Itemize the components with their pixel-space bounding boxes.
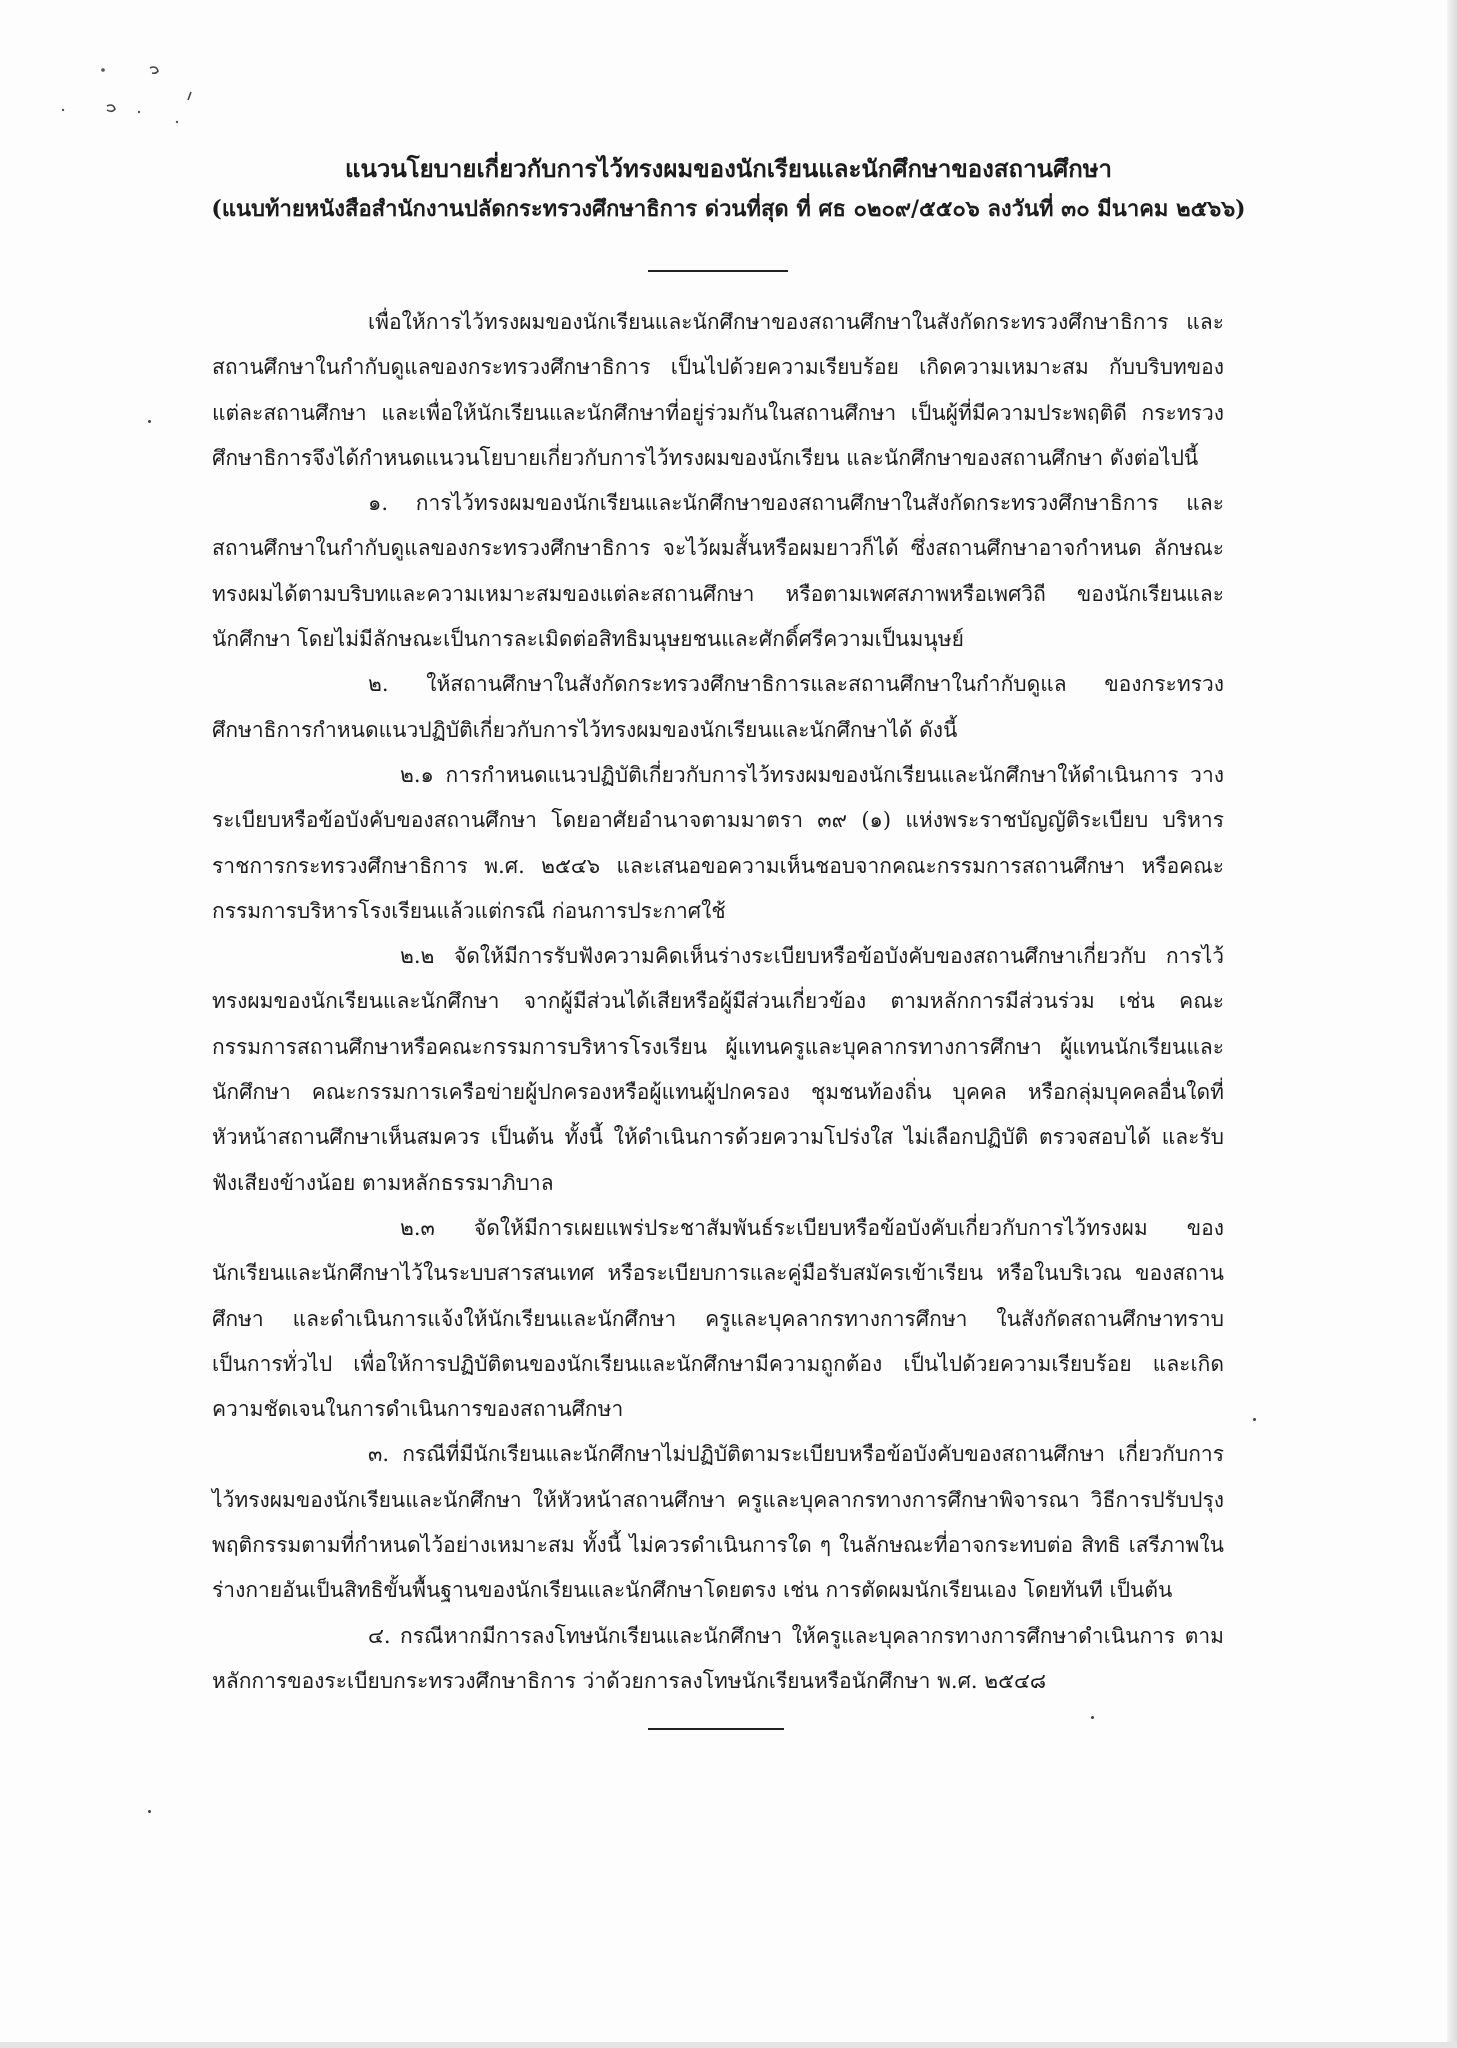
document-subtitle: (แนบท้ายหนังสือสำนักงานปลัดกระทรวงศึกษาธิการ ด่วนที่สุด ที่ ศธ ๐๒๐๙/๕๕๐๖ ลงวันที่ ๓๐ มีนาคม ๒๕๖๖): [211, 196, 1246, 222]
scan-speck: [1091, 1716, 1094, 1719]
policy-item-1: ๑. การไว้ทรงผมของนักเรียนและนักศึกษาของสถานศึกษาในสังกัดกระทรวงศึกษาธิการ และสถานศึกษาในกำกับดูแลของกระทรวงศึกษาธิการ จะไว้ผมสั้นหรือผมยาวก็ได้ ซึ่งสถานศึกษาอาจกำหนด ลักษณะทรงผมได้ตามบริบทและความเหมาะสมของแต่ละสถานศึกษา หรือตามเพศสภาพหรือเพศวิถี ของนักเรียนและนักศึกษา โดยไม่มีลักษณะเป็นการละเมิดต่อสิทธิมนุษยชนและศักดิ์ศรีความเป็นมนุษย์: [212, 491, 1224, 652]
end-divider: [648, 1728, 784, 1730]
policy-item-4: ๔. กรณีหากมีการลงโทษนักเรียนและนักศึกษา ให้ครูและบุคลากรทางการศึกษาดำเนินการ ตามหลักการของระเบียบกระทรวงศึกษาธิการ ว่าด้วยการลงโทษนักเรียนหรือนักศึกษา พ.ศ. ๒๕๔๘: [212, 1623, 1224, 1693]
scan-speck: [148, 420, 151, 423]
policy-item-3: ๓. กรณีที่มีนักเรียนและนักศึกษาไม่ปฏิบัติตามระเบียบหรือข้อบังคับของสถานศึกษา เกี่ยวกับการไว้ทรงผมของนักเรียนและนักศึกษา ให้หัวหน้าสถานศึกษา ครูและบุคลากรทางการศึกษาพิจารณา วิธีการปรับปรุงพฤติกรรมตามที่กำหนดไว้อย่างเหมาะสม ทั้งนี้ ไม่ควรดำเนินการใด ๆ ในลักษณะที่อาจกระทบต่อ สิทธิ เสรีภาพในร่างกายอันเป็นสิทธิขั้นพื้นฐานของนักเรียนและนักศึกษาโดยตรง เช่น การตัดผมนักเรียนเอง โดยทันที เป็นต้น: [212, 1442, 1224, 1603]
page-edge-shadow: [1447, 0, 1457, 2048]
document-title: แนวนโยบายเกี่ยวกับการไว้ทรงผมของนักเรียนและนักศึกษาของสถานศึกษา: [344, 154, 1113, 183]
policy-item-2-2: ๒.๒ จัดให้มีการรับฟังความคิดเห็นร่างระเบียบหรือข้อบังคับของสถานศึกษาเกี่ยวกับ การไว้ทรงผมของนักเรียนและนักศึกษา จากผู้มีส่วนได้เสียหรือผู้มีส่วนเกี่ยวข้อง ตามหลักการมีส่วนร่วม เช่น คณะกรรมการสถานศึกษาหรือคณะกรรมการบริหารโรงเรียน ผู้แทนครูและบุคลากรทางการศึกษา ผู้แทนนักเรียนและนักศึกษา คณะกรรมการเครือข่ายผู้ปกครองหรือผู้แทนผู้ปกครอง ชุมชนท้องถิ่น บุคคล หรือกลุ่มบุคคลอื่นใดที่หัวหน้าสถานศึกษาเห็นสมควร เป็นต้น ทั้งนี้ ให้ดำเนินการด้วยความโปร่งใส ไม่เลือกปฏิบัติ ตรวจสอบได้ และรับฟังเสียงข้างน้อย ตามหลักธรรมาภิบาล: [212, 944, 1224, 1195]
scan-speck: [1253, 1418, 1256, 1421]
scan-specks: [55, 62, 195, 142]
page-bottom-edge: [0, 2042, 1457, 2048]
policy-item-2: ๒. ให้สถานศึกษาในสังกัดกระทรวงศึกษาธิการและสถานศึกษาในกำกับดูแล ของกระทรวงศึกษาธิการกำหนดแนวปฏิบัติเกี่ยวกับการไว้ทรงผมของนักเรียนและนักศึกษาได้ ดังนี้: [212, 672, 1224, 742]
document-body: [212, 300, 1224, 1704]
policy-item-2-3: ๒.๓ จัดให้มีการเผยแพร่ประชาสัมพันธ์ระเบียบหรือข้อบังคับเกี่ยวกับการไว้ทรงผม ของนักเรียนและนักศึกษาไว้ในระบบสารสนเทศ หรือระเบียบการและคู่มือรับสมัครเข้าเรียน หรือในบริเวณ ของสถานศึกษา และดำเนินการแจ้งให้นักเรียนและนักศึกษา ครูและบุคลากรทางการศึกษา ในสังกัดสถานศึกษาทราบเป็นการทั่วไป เพื่อให้การปฏิบัติตนของนักเรียนและนักศึกษามีความถูกต้อง เป็นไปด้วยความเรียบร้อย และเกิดความชัดเจนในการดำเนินการของสถานศึกษา: [212, 1215, 1224, 1422]
intro-paragraph: เพื่อให้การไว้ทรงผมของนักเรียนและนักศึกษาของสถานศึกษาในสังกัดกระทรวงศึกษาธิการ และสถานศึกษาในกำกับดูแลของกระทรวงศึกษาธิการ เป็นไปด้วยความเรียบร้อย เกิดความเหมาะสม กับบริบทของแต่ละสถานศึกษา และเพื่อให้นักเรียนและนักศึกษาที่อยู่ร่วมกันในสถานศึกษา เป็นผู้ที่มีความประพฤติดี กระทรวงศึกษาธิการจึงได้กำหนดแนวนโยบายเกี่ยวกับการไว้ทรงผมของนักเรียน และนักศึกษาของสถานศึกษา ดังต่อไปนี้: [212, 310, 1224, 470]
scan-speck: [148, 1810, 151, 1813]
title-divider: [648, 270, 788, 272]
policy-item-2-1: ๒.๑ การกำหนดแนวปฏิบัติเกี่ยวกับการไว้ทรงผมของนักเรียนและนักศึกษาให้ดำเนินการ วางระเบียบหรือข้อบังคับของสถานศึกษา โดยอาศัยอำนาจตามมาตรา ๓๙ (๑) แห่งพระราชบัญญัติระเบียบ บริหารราชการกระทรวงศึกษาธิการ พ.ศ. ๒๕๔๖ และเสนอขอความเห็นชอบจากคณะกรรมการสถานศึกษา หรือคณะกรรมการบริหารโรงเรียนแล้วแต่กรณี ก่อนการประกาศใช้: [212, 762, 1224, 923]
